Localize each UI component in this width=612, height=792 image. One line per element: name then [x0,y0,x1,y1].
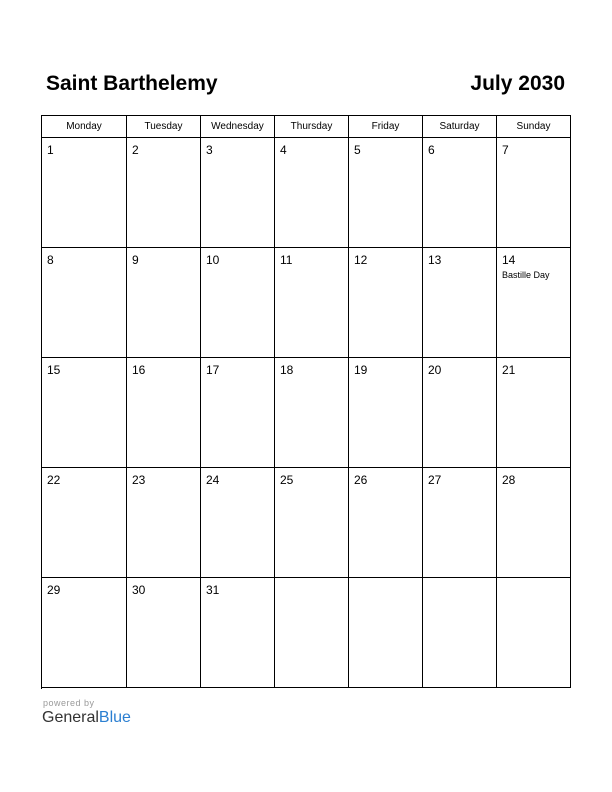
day-number: 3 [206,143,213,157]
brand-name-blue: Blue [98,709,131,726]
day-number: 30 [132,583,146,597]
day-cell [497,358,571,468]
day-cell [127,138,201,248]
day-cell [275,248,349,358]
day-cell-empty [349,578,423,688]
calendar-grid [41,115,571,689]
day-number: 18 [280,363,294,377]
week-row-2 [42,248,571,358]
day-header-sunday: Sunday [497,116,571,138]
day-cell-empty [497,578,571,688]
brand-logo[interactable] [42,709,131,727]
day-cell [42,248,127,358]
day-cell [201,248,275,358]
day-cell [201,578,275,688]
day-cell [127,468,201,578]
day-header-monday: Monday [42,116,127,138]
day-cell [201,138,275,248]
day-number: 23 [132,473,146,487]
day-number: 24 [206,473,220,487]
holiday-label: Bastille Day [502,270,550,280]
day-cell [423,138,497,248]
day-cell [127,358,201,468]
day-number: 31 [206,583,220,597]
week-row-5 [42,578,571,688]
day-number: 4 [280,143,287,157]
day-cell [497,138,571,248]
day-number: 12 [354,253,368,267]
day-cell-empty [275,578,349,688]
week-row-3 [42,358,571,468]
day-cell [275,358,349,468]
page-title: Saint Barthelemy [46,72,218,95]
day-cell [42,468,127,578]
day-number: 29 [47,583,61,597]
day-number: 1 [47,143,54,157]
day-cell [275,138,349,248]
day-cell [423,468,497,578]
day-header-thursday: Thursday [275,116,349,138]
day-number: 11 [280,253,293,267]
day-number: 8 [47,253,54,267]
day-number: 21 [502,363,516,377]
day-cell [42,358,127,468]
day-cell [497,468,571,578]
brand-name-general: General [42,709,99,726]
day-number: 20 [428,363,442,377]
day-cell [423,248,497,358]
day-number: 28 [502,473,516,487]
day-cell [275,468,349,578]
day-number: 17 [206,363,220,377]
day-number: 7 [502,143,509,157]
day-header-saturday: Saturday [423,116,497,138]
day-number: 25 [280,473,294,487]
day-cell [42,578,127,688]
day-number: 6 [428,143,435,157]
day-header-wednesday: Wednesday [201,116,275,138]
day-number: 9 [132,253,139,267]
day-cell [201,468,275,578]
day-cell [349,248,423,358]
day-number: 13 [428,253,442,267]
day-of-week-header-row [42,116,571,138]
month-year-title: July 2030 [470,72,565,95]
day-cell [349,138,423,248]
week-row-4 [42,468,571,578]
day-number: 5 [354,143,361,157]
day-number: 2 [132,143,139,157]
day-cell-holiday [497,248,571,358]
day-number: 16 [132,363,146,377]
day-number: 14 [502,253,516,267]
day-number: 22 [47,473,61,487]
day-cell [349,358,423,468]
day-cell-empty [423,578,497,688]
day-number: 15 [47,363,61,377]
day-cell [349,468,423,578]
day-header-friday: Friday [349,116,423,138]
day-cell [42,138,127,248]
day-cell [201,358,275,468]
day-cell [127,578,201,688]
day-header-tuesday: Tuesday [127,116,201,138]
day-cell [127,248,201,358]
day-cell [423,358,497,468]
powered-by-label: powered by [43,698,95,708]
day-number: 10 [206,253,220,267]
day-number: 19 [354,363,368,377]
day-number: 26 [354,473,368,487]
day-number: 27 [428,473,442,487]
week-row-1 [42,138,571,248]
